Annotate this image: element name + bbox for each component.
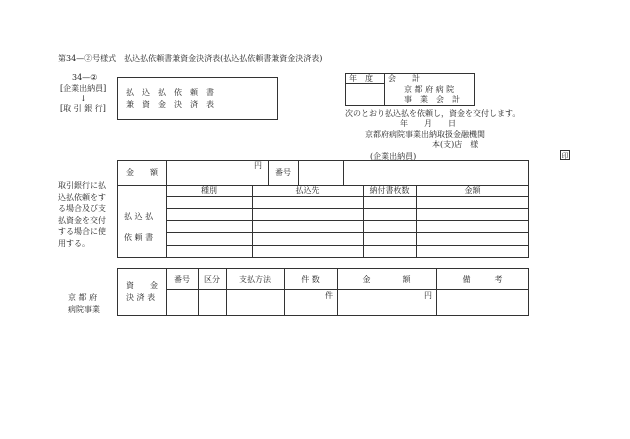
side-note-line: る場合及び支: [58, 204, 106, 213]
col-header-payment-method: 支払方法: [239, 275, 271, 284]
col-header-category: 区分: [204, 275, 220, 284]
col-header-slip-count: 納付書枚数: [369, 186, 410, 195]
title-line-2: 兼 資 金 決 済 表: [126, 100, 214, 109]
row-label-2: 依 頼 書: [124, 233, 154, 242]
remittance-table: [117, 160, 529, 258]
row-label-1: 払 込 払: [124, 212, 154, 221]
side-note-line: 込払依頼をす: [58, 192, 106, 202]
number-label: 番号: [275, 168, 291, 177]
col-header-amount: 金 額: [362, 275, 411, 284]
seal-mark: 印: [561, 152, 569, 160]
side-note-line: する場合に使: [58, 227, 106, 236]
fiscal-year-label: 年 度: [349, 74, 373, 83]
bottom-left-line-1: 京 都 府: [68, 293, 98, 302]
title-box: [117, 77, 278, 120]
col-header-type: 種別: [201, 186, 217, 195]
receiver-label: [取 引 銀 行]: [60, 104, 106, 113]
yen-unit: 円: [254, 161, 262, 170]
accounting-name-2: 事 業 会 計: [404, 95, 460, 104]
col-header-count: 件 数: [301, 275, 320, 284]
side-note-line: 取引銀行に払: [58, 181, 106, 190]
col-header-payee: 払込先: [295, 186, 320, 195]
form-title: 第34—②号様式 払込払依頼書兼資金決済表(払込払依頼書兼資金決済表): [58, 54, 323, 63]
amount-label: 金 額: [126, 168, 158, 177]
settle-label-1: 資 金: [126, 281, 158, 290]
accounting-label: 会 計: [388, 74, 420, 83]
settle-label-2: 決 済 表: [126, 293, 156, 302]
officer-label: (企業出納員): [370, 152, 417, 161]
arrow-down-icon: ↓: [80, 94, 87, 103]
side-note-line: 払資金を交付: [58, 215, 106, 225]
col-header-amount: 金額: [464, 186, 481, 195]
side-note-line: 用する。: [58, 238, 90, 248]
bottom-left-line-2: 病院事業: [68, 305, 100, 314]
issuer-label: [企業出納員]: [60, 84, 107, 93]
bank-label: 京都府病院事業出納取扱金融機関: [365, 130, 485, 139]
title-line-1: 払 込 払 依 頼 書: [126, 88, 214, 97]
accounting-name: 京 都 府 病 院: [404, 85, 455, 94]
date-line: 年 月 日: [400, 119, 456, 128]
col-header-no: 番号: [174, 275, 190, 284]
side-note: [58, 180, 106, 249]
request-text: 次のとおり払込払を依頼し，資金を交付します。: [345, 109, 521, 118]
form-number: 34—②: [72, 73, 98, 82]
yen-unit: 円: [424, 291, 432, 300]
col-header-remarks: 備 考: [462, 275, 503, 284]
count-unit: 件: [325, 291, 333, 300]
branch-label: 本(支)店 様: [432, 140, 479, 149]
